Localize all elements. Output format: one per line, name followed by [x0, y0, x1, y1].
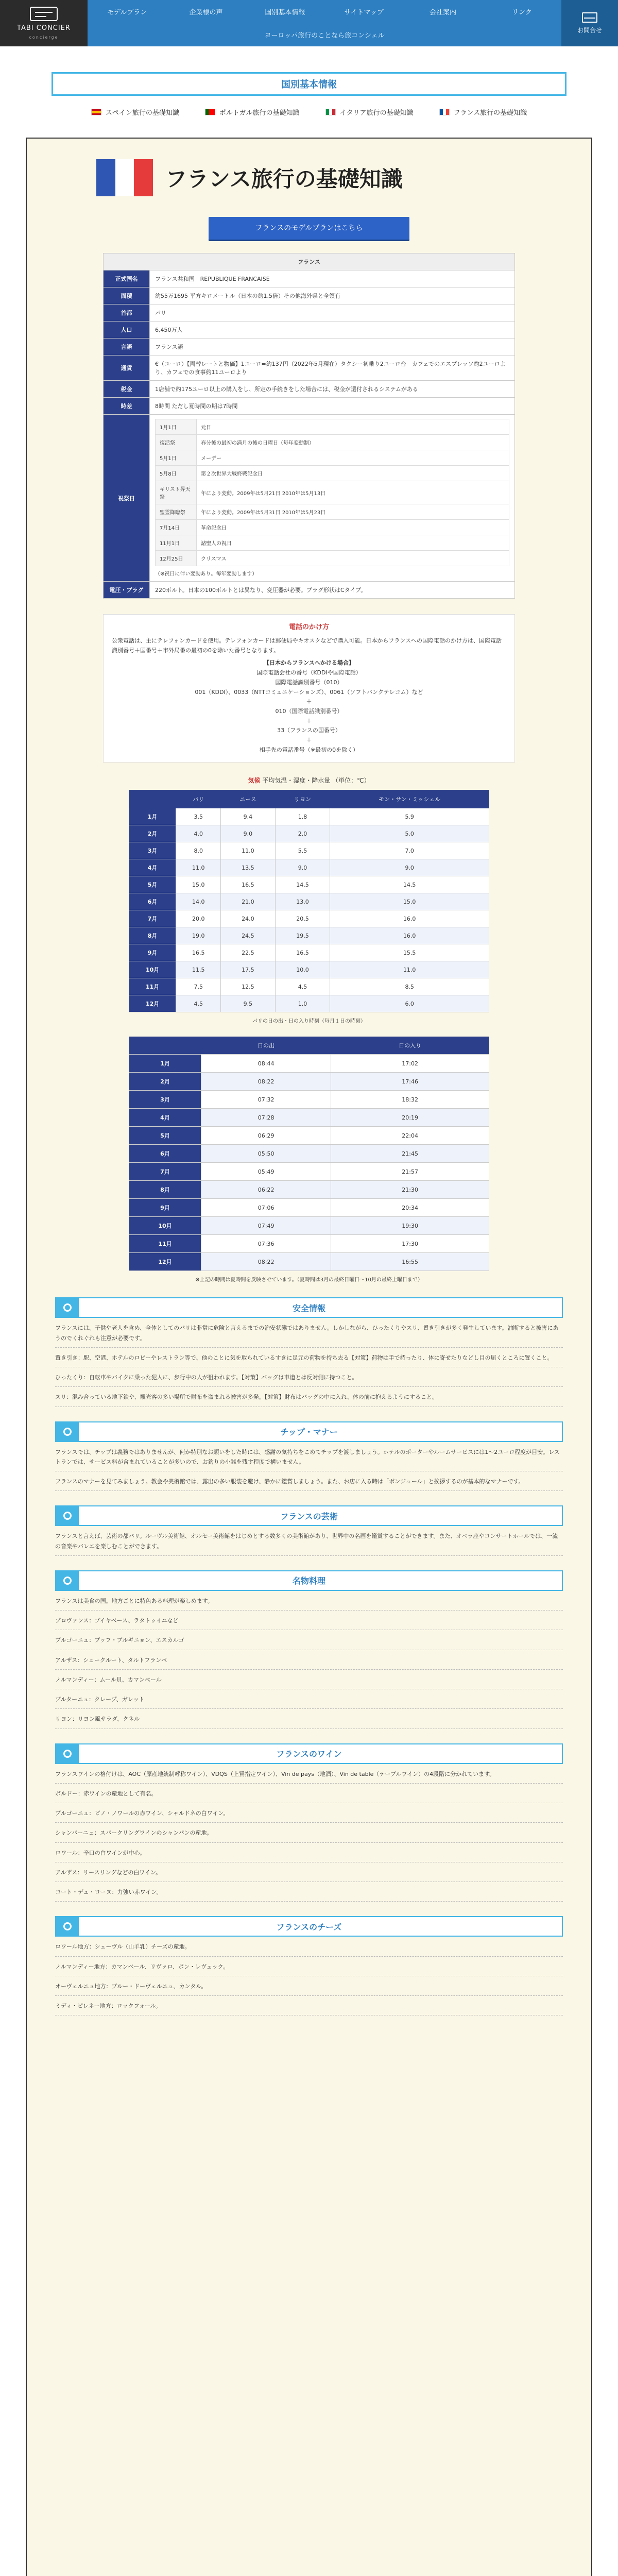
topic-section	[55, 1570, 563, 1729]
temperature-cell: 1.8	[275, 808, 330, 825]
holiday-table	[155, 419, 509, 566]
topic-title: チップ・マナー	[280, 1427, 338, 1437]
phone-line: 国際電話識別番号（010）	[275, 679, 343, 686]
temperature-cell: 9.4	[221, 808, 275, 825]
table-row	[129, 876, 489, 893]
phone-info	[103, 614, 515, 762]
topic-icon	[56, 1917, 79, 1936]
holiday-date: キリスト昇天祭	[156, 481, 197, 504]
temperature-cell: 15.0	[330, 893, 489, 910]
row-value: €（ユーロ）【両替レートと物価】1ユーロ=約137円（2022年5月現在）タクシー初乗り2ユーロ台 カフェでのエスプレッソ約2ユーロより、カフェでの食事約11ユーロより	[150, 355, 515, 381]
phone-intro: 公衆電話は、主にテレフォンカードを使用。テレフォンカードは郵便局やキオスクなどで購入可能。日本からフランスへの国際電話のかけ方は、国際電話識別番号＋国番号＋市外局番の最初の0を除いた番号となります。	[112, 637, 502, 654]
topic-paragraph: シャンパーニュ：スパークリングワインのシャンパンの産地。	[55, 1829, 213, 1837]
nav-item-sitemap[interactable]: サイトマップ	[344, 9, 384, 16]
temperature-cell: 5.5	[275, 842, 330, 859]
temperature-cell: 14.0	[176, 893, 221, 910]
temperature-cell: 13.5	[221, 859, 275, 876]
column-header: 日の入り	[331, 1037, 489, 1055]
topic-title: フランスのワイン	[276, 1749, 342, 1759]
month-cell: 11月	[129, 1235, 201, 1253]
topic-paragraph: ブルターニュ：クレープ、ガレット	[55, 1696, 145, 1703]
sunset-cell: 22:04	[331, 1127, 489, 1145]
france-flag-icon	[439, 109, 450, 115]
table-row	[104, 355, 515, 381]
topic-paragraph: ミディ・ピレネー地方：ロックフォール。	[55, 2003, 161, 2010]
contact-button[interactable]	[561, 0, 618, 46]
nav-item-model-plan[interactable]: モデルプラン	[107, 9, 147, 16]
temperature-cell: 3.5	[176, 808, 221, 825]
portugal-flag-icon	[205, 109, 215, 115]
table-row	[129, 910, 489, 927]
table-row	[129, 1145, 489, 1163]
topic-paragraph: コート・デュ・ローヌ：力強い赤ワイン。	[55, 1889, 162, 1896]
holiday-name: 年により変動。2009年は5月21日 2010年は5月13日	[197, 481, 509, 504]
holiday-date: 1月1日	[156, 419, 197, 435]
country-link-italy[interactable]	[325, 107, 414, 117]
month-cell: 8月	[129, 927, 176, 944]
nav-item-links[interactable]: リンク	[511, 9, 532, 16]
temperature-cell: 7.0	[330, 842, 489, 859]
row-label: 人口	[104, 321, 150, 338]
month-cell: 12月	[129, 995, 176, 1012]
table-row	[129, 1127, 489, 1145]
table-row	[129, 1109, 489, 1127]
table-row	[104, 321, 515, 338]
phone-subtitle: 【日本からフランスへかける場合】	[264, 659, 354, 667]
temperature-cell: 24.5	[221, 927, 275, 944]
table-row	[104, 338, 515, 355]
table-row	[129, 825, 489, 842]
temperature-cell: 7.5	[176, 978, 221, 995]
temperature-cell: 9.5	[221, 995, 275, 1012]
topic-icon	[56, 1744, 79, 1763]
holiday-name: 諸聖人の祝日	[197, 535, 509, 551]
holiday-date: 12月25日	[156, 551, 197, 566]
temperature-cell: 9.0	[221, 825, 275, 842]
table-row	[129, 1217, 489, 1235]
country-links	[52, 107, 566, 117]
sunrise-cell: 08:44	[201, 1055, 331, 1073]
logo-icon	[30, 7, 58, 21]
temperature-cell: 22.5	[221, 944, 275, 961]
table-row	[129, 927, 489, 944]
temperature-cell: 16.0	[330, 910, 489, 927]
topic-paragraph: フランスには、子供や老人を含め、全体としてのパリは非常に危険と言えるまでの治安状態ではありません。しかしながら、ひったくりやスリ、置き引きが多く発生しています。油断すると被害にあうのでくれぐれも注意が必要です。	[55, 1325, 559, 1342]
table-row	[129, 1181, 489, 1199]
sunset-cell: 20:19	[331, 1109, 489, 1127]
row-value: 1店舗で約175ユーロ以上の購入をし、所定の手続きをした場合には、税金が還付されるシステムがある	[150, 381, 515, 398]
nav-item-testimonials[interactable]: 企業様の声	[189, 9, 223, 16]
row-label: 税金	[104, 381, 150, 398]
row-label: 祝祭日	[104, 415, 150, 582]
model-plan-button[interactable]: フランスのモデルプランはこちら	[209, 217, 409, 240]
temperature-cell: 15.0	[176, 876, 221, 893]
topic-paragraph: スリ：混み合っている地下鉄や、観光客の多い場所で財布を盗まれる被害が多発。【対策】財布はバッグの中に入れ、体の前に抱えるようにすること。	[55, 1394, 438, 1401]
climate-table	[129, 790, 489, 1012]
holiday-name: 第２次世界大戦終戦記念日	[197, 466, 509, 481]
holiday-date: 7月14日	[156, 520, 197, 535]
topic-paragraph: アルザス：シュークルート、タルトフランベ	[55, 1656, 167, 1664]
table-row	[104, 381, 515, 398]
topic-paragraph: フランスでは、チップは義務ではありませんが、何か特別なお願いをした時には、感謝の気持ちをこめてチップを渡しましょう。ホテルのポーターやルームサービスには1～2ユーロ程度が目安。レストランでは、サービス料が含まれていることが多いので、お釣りの小銭を残す程度で構いません。	[55, 1448, 560, 1465]
country-link-label: スペイン旅行の基礎知識	[105, 109, 179, 117]
phone-line: 国際電話会社の番号（KDDIや国際電話）	[256, 669, 362, 676]
temperature-cell: 20.0	[176, 910, 221, 927]
topic-icon	[56, 1298, 79, 1317]
topic-header	[55, 1743, 563, 1764]
country-link-france[interactable]	[439, 107, 527, 117]
table-row	[104, 415, 515, 582]
country-link-label: フランス旅行の基礎知識	[453, 109, 527, 117]
month-cell: 5月	[129, 876, 176, 893]
sunrise-cell: 07:49	[201, 1217, 331, 1235]
topic-paragraph: アルザス：リースリングなどの白ワイン。	[55, 1869, 162, 1876]
sunset-cell: 21:45	[331, 1145, 489, 1163]
temperature-cell: 11.0	[221, 842, 275, 859]
temperature-cell: 16.5	[221, 876, 275, 893]
holiday-name: 元日	[197, 419, 509, 435]
topic-section	[55, 1743, 563, 1902]
topic-header	[55, 1297, 563, 1318]
phone-title: 電話のかけ方	[288, 623, 329, 631]
holiday-name: メーデー	[197, 450, 509, 466]
topic-icon	[56, 1422, 79, 1441]
global-nav	[88, 0, 561, 23]
holiday-name: 革命記念日	[197, 520, 509, 535]
sunrise-cell: 07:28	[201, 1109, 331, 1127]
topic-header	[55, 1916, 563, 1937]
phone-line: ＋	[306, 736, 312, 743]
temperature-cell: 8.0	[176, 842, 221, 859]
month-cell: 1月	[129, 808, 176, 825]
table-row	[129, 1055, 489, 1073]
row-value: パリ	[150, 304, 515, 321]
month-cell: 8月	[129, 1181, 201, 1199]
sunset-cell: 20:34	[331, 1199, 489, 1217]
topic-paragraph: ロワール地方：シェーヴル（山羊乳）チーズの産地。	[55, 1943, 191, 1951]
site-header	[0, 0, 618, 46]
topic-paragraph: フランスのマナーを見てみましょう。教会や美術館では、露出の多い服装を避け、静かに鑑賞しましょう。また、お店に入る時は「ボンジュール」と挨拶するのが基本的なマナーです。	[55, 1478, 524, 1485]
topic-title: 名物料理	[292, 1576, 325, 1586]
contact-label: お問合せ	[577, 26, 602, 34]
holiday-date: 5月1日	[156, 450, 197, 466]
sunset-cell: 19:30	[331, 1217, 489, 1235]
topic-header	[55, 1505, 563, 1526]
temperature-cell: 8.5	[330, 978, 489, 995]
month-cell: 2月	[129, 825, 176, 842]
row-label: 首都	[104, 304, 150, 321]
holiday-note: （※祝日に伴い変動あり。毎年変動します）	[155, 571, 258, 577]
sunrise-cell: 06:29	[201, 1127, 331, 1145]
table-row	[129, 842, 489, 859]
column-header	[129, 790, 176, 808]
topic-header	[55, 1421, 563, 1442]
temperature-cell: 24.0	[221, 910, 275, 927]
nav-item-country-info[interactable]: 国別基本情報	[265, 9, 305, 16]
topic-header	[55, 1570, 563, 1591]
month-cell: 3月	[129, 842, 176, 859]
month-cell: 4月	[129, 859, 176, 876]
row-label: 言語	[104, 338, 150, 355]
month-cell: 10月	[129, 961, 176, 978]
sunrise-cell: 08:22	[201, 1073, 331, 1091]
table-row	[129, 1073, 489, 1091]
temperature-cell: 6.0	[330, 995, 489, 1012]
topic-paragraph: オーヴェルニュ地方：ブルー・ドーヴェルニュ、カンタル。	[55, 1982, 207, 1990]
temperature-cell: 11.0	[176, 859, 221, 876]
row-value: 8時間 ただし夏時間の期は7時間	[150, 398, 515, 415]
holiday-date: 11月1日	[156, 535, 197, 551]
topic-paragraph: ロワール：辛口の白ワインが中心。	[55, 1849, 146, 1856]
row-label: 通貨	[104, 355, 150, 381]
temperature-cell: 14.5	[275, 876, 330, 893]
column-header: パリ	[176, 790, 221, 808]
sunrise-table	[129, 1037, 489, 1271]
country-link-label: ポルトガル旅行の基礎知識	[219, 109, 300, 117]
topic-paragraph: フランスワインの格付けは、AOC（原産地統制呼称ワイン）、VDQS（上質指定ワイン）、Vin de pays（地酒）、Vin de table（テーブルワイン）の4段階に分かれています。	[55, 1770, 495, 1777]
temperature-cell: 17.5	[221, 961, 275, 978]
topic-paragraph: ノルマンディー地方：カマンベール、リヴァロ、ポン・レヴェック。	[55, 1963, 229, 1970]
topic-paragraph: フランスと言えば、芸術の都パリ。ルーヴル美術館、オルセー美術館をはじめとする数多くの美術館があり、世界中の名画を鑑賞することができます。また、オペラ座やコンサートホールでは、一流の音楽やバレエを楽しむことができます。	[55, 1533, 558, 1550]
month-cell: 10月	[129, 1217, 201, 1235]
temperature-cell: 4.5	[275, 978, 330, 995]
topic-paragraph: プロヴァンス：ブイヤベース、ラタトゥイユなど	[55, 1617, 179, 1624]
france-flag-icon	[96, 159, 153, 196]
table-row	[129, 893, 489, 910]
holiday-name: 年により変動。2009年は5月31日 2010年は5月23日	[197, 504, 509, 520]
topic-section	[55, 1421, 563, 1492]
table-row	[129, 1091, 489, 1109]
sunrise-cell: 07:06	[201, 1199, 331, 1217]
table-row	[129, 1253, 489, 1271]
month-cell: 9月	[129, 944, 176, 961]
temperature-cell: 14.5	[330, 876, 489, 893]
month-cell: 3月	[129, 1091, 201, 1109]
brand-sub: concierge	[29, 35, 59, 40]
sunset-cell: 17:46	[331, 1073, 489, 1091]
table-row	[129, 808, 489, 825]
table-row	[104, 398, 515, 415]
month-cell: 2月	[129, 1073, 201, 1091]
nav-item-company[interactable]: 会社案内	[429, 9, 456, 16]
temperature-cell: 16.5	[275, 944, 330, 961]
month-cell: 7月	[129, 1163, 201, 1181]
topic-paragraph: ノルマンディー：ムール貝、カマンベール	[55, 1676, 162, 1683]
month-cell: 9月	[129, 1199, 201, 1217]
sunrise-cell: 07:36	[201, 1235, 331, 1253]
basic-info-table	[103, 253, 515, 599]
temperature-cell: 12.5	[221, 978, 275, 995]
topic-paragraph: ブルゴーニュ：ブッフ・ブルギニョン、エスカルゴ	[55, 1637, 184, 1644]
phone-line: 相手先の電話番号（※最初の0を除く）	[259, 746, 359, 753]
topic-title: 安全情報	[292, 1303, 325, 1313]
climate-heading	[55, 776, 563, 785]
column-header: ニース	[221, 790, 275, 808]
topic-paragraph: リヨン：リヨン風サラダ、クネル	[55, 1716, 140, 1723]
section-title: 国別基本情報	[52, 72, 566, 96]
phone-line: ＋	[306, 698, 312, 705]
month-cell: 12月	[129, 1253, 201, 1271]
temperature-cell: 4.0	[176, 825, 221, 842]
month-cell: 6月	[129, 893, 176, 910]
month-cell: 4月	[129, 1109, 201, 1127]
table-row	[104, 287, 515, 304]
temperature-cell: 9.0	[275, 859, 330, 876]
temperature-cell: 19.0	[176, 927, 221, 944]
sunset-cell: 17:30	[331, 1235, 489, 1253]
table-row	[129, 1235, 489, 1253]
country-link-spain[interactable]	[91, 107, 179, 117]
topic-title: フランスのチーズ	[276, 1922, 342, 1932]
column-header: 日の出	[201, 1037, 331, 1055]
topic-section	[55, 1916, 563, 2015]
temperature-cell: 9.0	[330, 859, 489, 876]
topic-section	[55, 1505, 563, 1556]
topic-paragraph: ひったくり：自転車やバイクに乗った犯人に、歩行中の人が狙われます。【対策】バッグは車道とは反対側に持つこと。	[55, 1374, 358, 1381]
topic-paragraph: ボルドー：赤ワインの産地として有名。	[55, 1790, 157, 1797]
temperature-cell: 1.0	[275, 995, 330, 1012]
temperature-cell: 10.0	[275, 961, 330, 978]
holiday-date: 5月8日	[156, 466, 197, 481]
row-label: 時差	[104, 398, 150, 415]
sunset-cell: 21:30	[331, 1181, 489, 1199]
column-header: リヨン	[275, 790, 330, 808]
row-value: フランス語	[150, 338, 515, 355]
table-row	[129, 961, 489, 978]
holiday-date: 聖霊降臨祭	[156, 504, 197, 520]
row-label: 面積	[104, 287, 150, 304]
temperature-cell: 16.0	[330, 927, 489, 944]
country-link-label: イタリア旅行の基礎知識	[339, 109, 414, 117]
topic-title: フランスの芸術	[280, 1511, 338, 1521]
sunrise-cell: 05:50	[201, 1145, 331, 1163]
holiday-date: 復活祭	[156, 435, 197, 450]
column-header: モン・サン・ミッシェル	[330, 790, 489, 808]
sunrise-cell: 08:22	[201, 1253, 331, 1271]
row-label: 電圧・プラグ	[104, 582, 150, 599]
topic-icon	[56, 1506, 79, 1525]
temperature-cell: 5.9	[330, 808, 489, 825]
temperature-cell: 21.0	[221, 893, 275, 910]
sun-note: ※上記の時間は夏時間を反映させています。（夏時間は3月の最終日曜日〜10月の最終土曜日まで）	[195, 1277, 423, 1283]
topic-icon	[56, 1571, 79, 1590]
table-row	[129, 978, 489, 995]
sunset-cell: 17:02	[331, 1055, 489, 1073]
phone-line: 010（国際電話識別番号）	[275, 707, 343, 715]
holiday-name: 春分後の最初の満月の後の日曜日（毎年変動制）	[197, 435, 509, 450]
month-cell: 7月	[129, 910, 176, 927]
phone-line: ＋	[306, 717, 312, 724]
row-value: フランス共和国 REPUBLIQUE FRANCAISE	[150, 270, 515, 287]
france-info-card	[26, 138, 592, 2576]
row-value: 220ボルト。日本の100ボルトとは異なり、変圧器が必要。プラグ形状はCタイプ。	[150, 582, 515, 599]
phone-line: 33（フランスの国番号）	[277, 727, 341, 734]
temperature-cell: 13.0	[275, 893, 330, 910]
topic-paragraph: フランスは美食の国。地方ごとに特色ある料理が楽しめます。	[55, 1597, 213, 1604]
page-title: フランス旅行の基礎知識	[165, 166, 403, 192]
row-label: 正式国名	[104, 270, 150, 287]
topic-paragraph: ブルゴーニュ：ピノ・ノワールの赤ワイン、シャルドネの白ワイン。	[55, 1810, 229, 1817]
temperature-cell: 19.5	[275, 927, 330, 944]
spain-flag-icon	[91, 109, 101, 115]
climate-subtitle: 平均気温・湿度・降水量	[262, 777, 331, 785]
temperature-cell: 20.5	[275, 910, 330, 927]
table-row	[129, 944, 489, 961]
sunset-cell: 18:32	[331, 1091, 489, 1109]
temperature-cell: 2.0	[275, 825, 330, 842]
header-tagline: ヨーロッパ旅行のことなら旅コンシェル	[264, 32, 385, 40]
temperature-cell: 11.0	[330, 961, 489, 978]
topic-paragraph: 置き引き：駅、空港、ホテルのロビーやレストラン等で、他のことに気を取られているすきに足元の荷物を持ち去る【対策】荷物は手で持ったり、体に寄せたりなどし目の届くところに置くこと。	[55, 1354, 553, 1361]
column-header	[129, 1037, 201, 1055]
topic-section	[55, 1297, 563, 1406]
site-logo[interactable]	[0, 0, 88, 46]
sunrise-cell: 07:32	[201, 1091, 331, 1109]
country-link-portugal[interactable]	[205, 107, 300, 117]
temperature-cell: 15.5	[330, 944, 489, 961]
row-value: 6,450万人	[150, 321, 515, 338]
row-value: 約55万1695 平方キロメートル（日本の約1.5倍）その他海外県と全領有	[150, 287, 515, 304]
month-cell: 6月	[129, 1145, 201, 1163]
phone-line: 001（KDDI）、0033（NTTコミュニケーションズ）、0061（ソフトバンクテレコム）など	[195, 688, 423, 696]
table-row	[129, 995, 489, 1012]
table-caption: フランス	[104, 253, 515, 270]
brand-name: TABI CONCIER	[17, 24, 71, 32]
climate-label: 気候	[248, 777, 261, 785]
temperature-cell: 11.5	[176, 961, 221, 978]
table-row	[129, 1199, 489, 1217]
italy-flag-icon	[325, 109, 336, 115]
table-row	[104, 582, 515, 599]
table-row	[104, 270, 515, 287]
sunrise-cell: 05:49	[201, 1163, 331, 1181]
table-row	[129, 859, 489, 876]
sunrise-cell: 06:22	[201, 1181, 331, 1199]
sunset-cell: 21:57	[331, 1163, 489, 1181]
mail-icon	[582, 12, 597, 23]
sunset-cell: 16:55	[331, 1253, 489, 1271]
month-cell: 11月	[129, 978, 176, 995]
month-cell: 5月	[129, 1127, 201, 1145]
temperature-cell: 4.5	[176, 995, 221, 1012]
sun-table-caption: パリの日の出・日の入り時刻（毎月１日の時刻）	[252, 1019, 366, 1025]
month-cell: 1月	[129, 1055, 201, 1073]
table-row	[104, 304, 515, 321]
climate-unit: （単位：℃）	[332, 777, 370, 785]
holiday-name: クリスマス	[197, 551, 509, 566]
temperature-cell: 5.0	[330, 825, 489, 842]
temperature-cell: 16.5	[176, 944, 221, 961]
table-row	[129, 1163, 489, 1181]
